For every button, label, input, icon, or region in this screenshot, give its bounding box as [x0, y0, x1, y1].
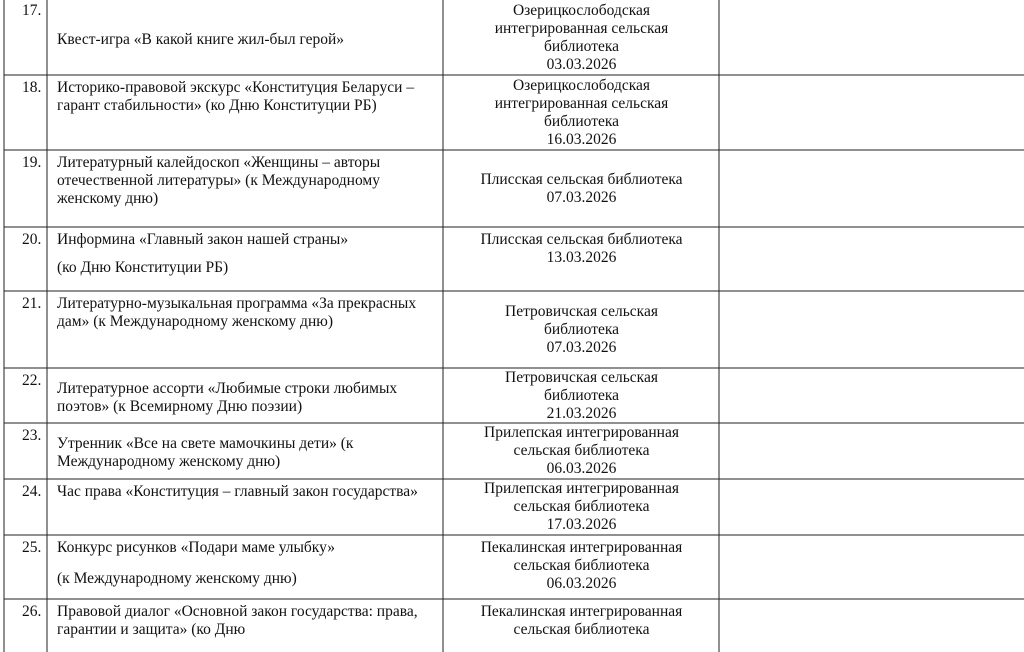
row-number: 23. [22, 427, 42, 444]
empty-cell [720, 291, 1024, 368]
row-number: 19. [22, 154, 42, 171]
table-row [0, 599, 1024, 652]
event-title: Правовой диалог «Основной закон государства: права, гарантии и защита» (ко Дню [57, 603, 418, 638]
empty-cell [720, 479, 1024, 535]
row-number: 25. [22, 539, 42, 556]
table-row [0, 75, 1024, 150]
event-date: 17.03.2026 [546, 516, 617, 533]
event-title: Информина «Главный закон нашей страны» (ко Дню Конституции РБ) [57, 231, 349, 276]
row-number: 24. [22, 483, 42, 500]
table-row [0, 535, 1024, 599]
row-number: 21. [22, 295, 42, 312]
event-date: 07.03.2026 [546, 338, 617, 356]
row-number: 22. [22, 372, 42, 389]
venue: Озерицкослободская интегрированная сельская библиотека 16.03.2026 [494, 76, 669, 148]
event-title: Конкурс рисунков «Подари маме улыбку» (к Международному женскому дню) [57, 539, 336, 587]
row-number: 26. [22, 603, 42, 620]
venue: Петровичская сельская библиотека 07.03.2026 [505, 302, 658, 356]
table-row [0, 150, 1024, 227]
table-row [0, 368, 1024, 423]
table-row [0, 227, 1024, 291]
row-number: 18. [22, 79, 42, 96]
event-date: 21.03.2026 [546, 404, 617, 422]
venue: Пекалинская интегрированная сельская библиотека [480, 603, 683, 638]
row-number: 17. [22, 2, 42, 19]
empty-cell [720, 423, 1024, 479]
event-title: Литературно-музыкальная программа «За прекрасных дам» (к Международному женскому дню) [57, 295, 417, 330]
event-date: 06.03.2026 [546, 460, 617, 477]
table-row [0, 479, 1024, 535]
venue: Петровичская сельская библиотека 21.03.2026 [505, 368, 658, 422]
venue: Пекалинская интегрированная сельская библиотека 06.03.2026 [480, 539, 683, 592]
row-number: 20. [22, 231, 42, 248]
event-date: 16.03.2026 [546, 130, 617, 148]
empty-cell [720, 368, 1024, 423]
event-title: Утренник «Все на свете мамочкины дети» (к Международному женскому дню) [57, 435, 354, 470]
empty-cell [720, 535, 1024, 599]
venue: Прилепская интегрированная сельская библиотека 06.03.2026 [484, 424, 679, 477]
event-date: 03.03.2026 [546, 55, 617, 73]
venue: Озерицкослободская интегрированная сельская библиотека 03.03.2026 [494, 1, 669, 73]
venue: Плисская сельская библиотека 07.03.2026 [480, 170, 683, 206]
event-title: Литературный калейдоскоп «Женщины – авторы отечественной литературы» (к Международному женскому дню) [57, 154, 381, 207]
empty-cell [720, 150, 1024, 227]
table-row [0, 291, 1024, 368]
event-title: Час права «Конституция – главный закон государства» [57, 483, 418, 500]
empty-cell [720, 75, 1024, 150]
event-title: Квест-игра «В какой книге жил-был герой» [57, 30, 345, 48]
event-date: 13.03.2026 [546, 249, 617, 266]
event-title: Литературное ассорти «Любимые строки любимых поэтов» (к Всемирному Дню поэзии) [57, 379, 398, 415]
venue: Плисская сельская библиотека 13.03.2026 [480, 231, 683, 266]
venue: Прилепская интегрированная сельская библиотека 17.03.2026 [484, 480, 679, 533]
event-date: 06.03.2026 [546, 575, 617, 592]
event-title: Историко-правовой экскурс «Конституция Беларуси – гарант стабильности» (ко Дню Конституции РБ) [57, 79, 415, 114]
table-row [0, 0, 1024, 75]
table-row [0, 423, 1024, 479]
empty-cell [720, 599, 1024, 652]
empty-cell [720, 227, 1024, 291]
empty-cell [720, 0, 1024, 75]
event-date: 07.03.2026 [546, 188, 617, 206]
